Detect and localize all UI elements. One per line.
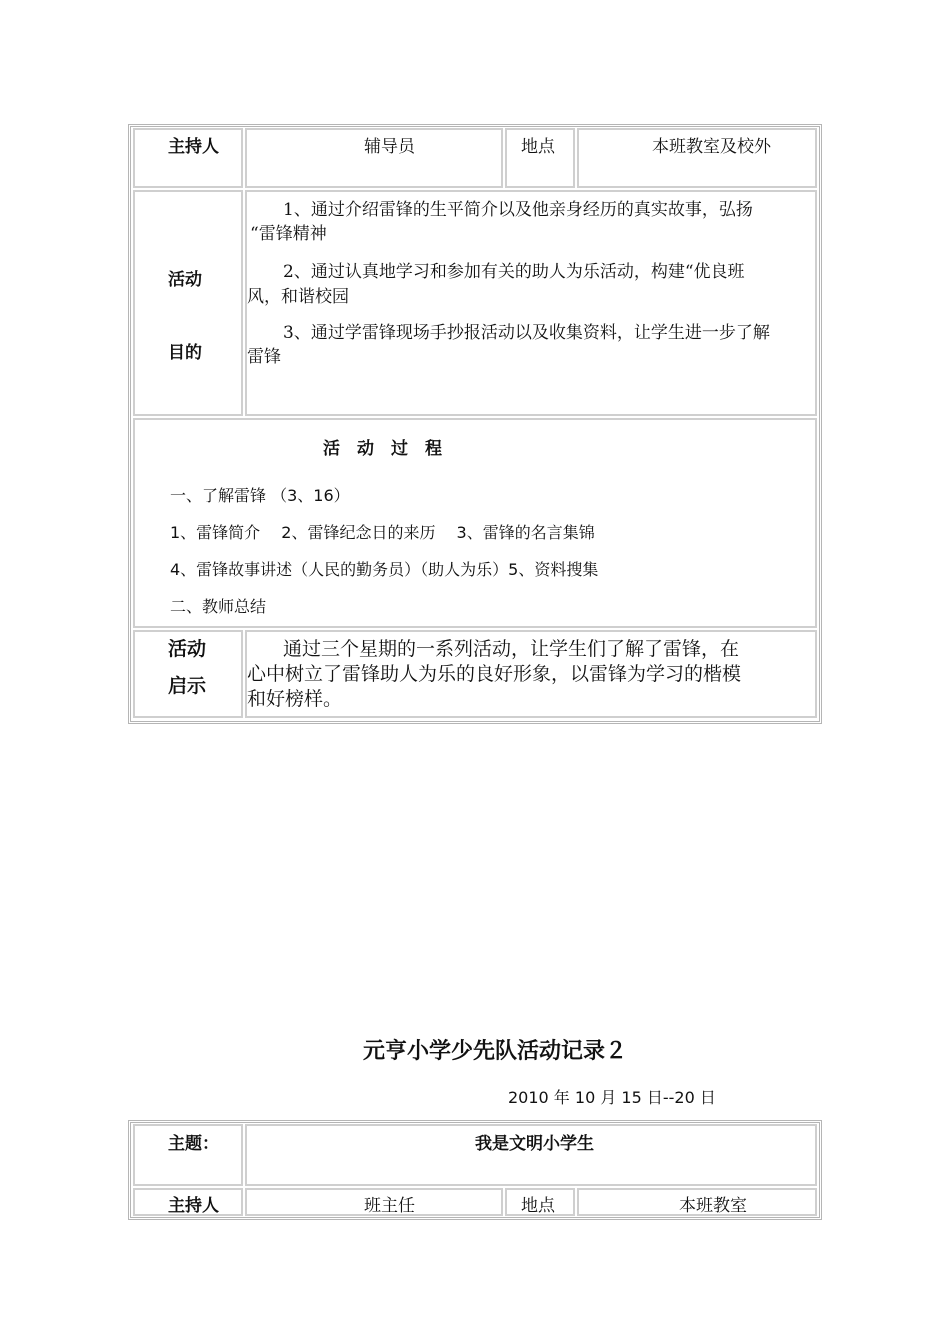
record2-date: 2010 年 10 月 15 日--20 日 [508, 1088, 716, 1107]
place-label: 地点 [521, 137, 555, 157]
process-line-4: 二、教师总结 [170, 597, 267, 616]
process-line-1: 一、了解雷锋 （3、16） [170, 486, 350, 505]
host2-label: 主持人 [168, 1196, 219, 1216]
process-title: 活 动 过 程 [323, 439, 442, 459]
insight-label-1: 活动 [168, 638, 207, 660]
insight-line-3: 和好榜样。 [247, 688, 343, 710]
process-line-2: 1、雷锋简介 2、雷锋纪念日的来历 3、雷锋的名言集锦 [170, 523, 595, 542]
record2-title: 元亨小学少先队活动记录２ [362, 1039, 627, 1064]
process-line-3: 4、雷锋故事讲述（人民的勤务员）（助人为乐）5、资料搜集 [170, 560, 599, 579]
purpose-line-2: 2、通过认真地学习和参加有关的助人为乐活动，构建“优良班 [283, 262, 745, 282]
theme-label: 主题： [168, 1134, 219, 1154]
host-label: 主持人 [168, 137, 219, 157]
insight-line-1: 通过三个星期的一系列活动，让学生们了解了雷锋，在 [283, 638, 740, 660]
purpose-label-1: 活动 [168, 270, 202, 290]
purpose-line-1b: “雷锋精神 [250, 224, 327, 244]
purpose-label-cell [133, 190, 243, 416]
purpose-line-1: 1、通过介绍雷锋的生平简介以及他亲身经历的真实故事，弘扬 [283, 200, 753, 220]
host-value: 辅导员 [364, 137, 415, 157]
place2-value: 本班教室 [679, 1196, 747, 1216]
place-value: 本班教室及校外 [652, 137, 771, 157]
purpose-line-2b: 风，和谐校园 [247, 287, 349, 307]
place2-label: 地点 [521, 1196, 555, 1216]
host2-value: 班主任 [364, 1196, 415, 1216]
insight-line-2: 心中树立了雷锋助人为乐的良好形象，以雷锋为学习的楷模 [247, 663, 742, 685]
theme-value: 我是文明小学生 [475, 1134, 594, 1154]
insight-label-2: 启示 [168, 675, 207, 697]
purpose-line-3: 3、通过学雷锋现场手抄报活动以及收集资料，让学生进一步了解 [283, 323, 770, 343]
purpose-label-2: 目的 [168, 343, 202, 363]
purpose-line-3b: 雷锋 [247, 347, 281, 367]
